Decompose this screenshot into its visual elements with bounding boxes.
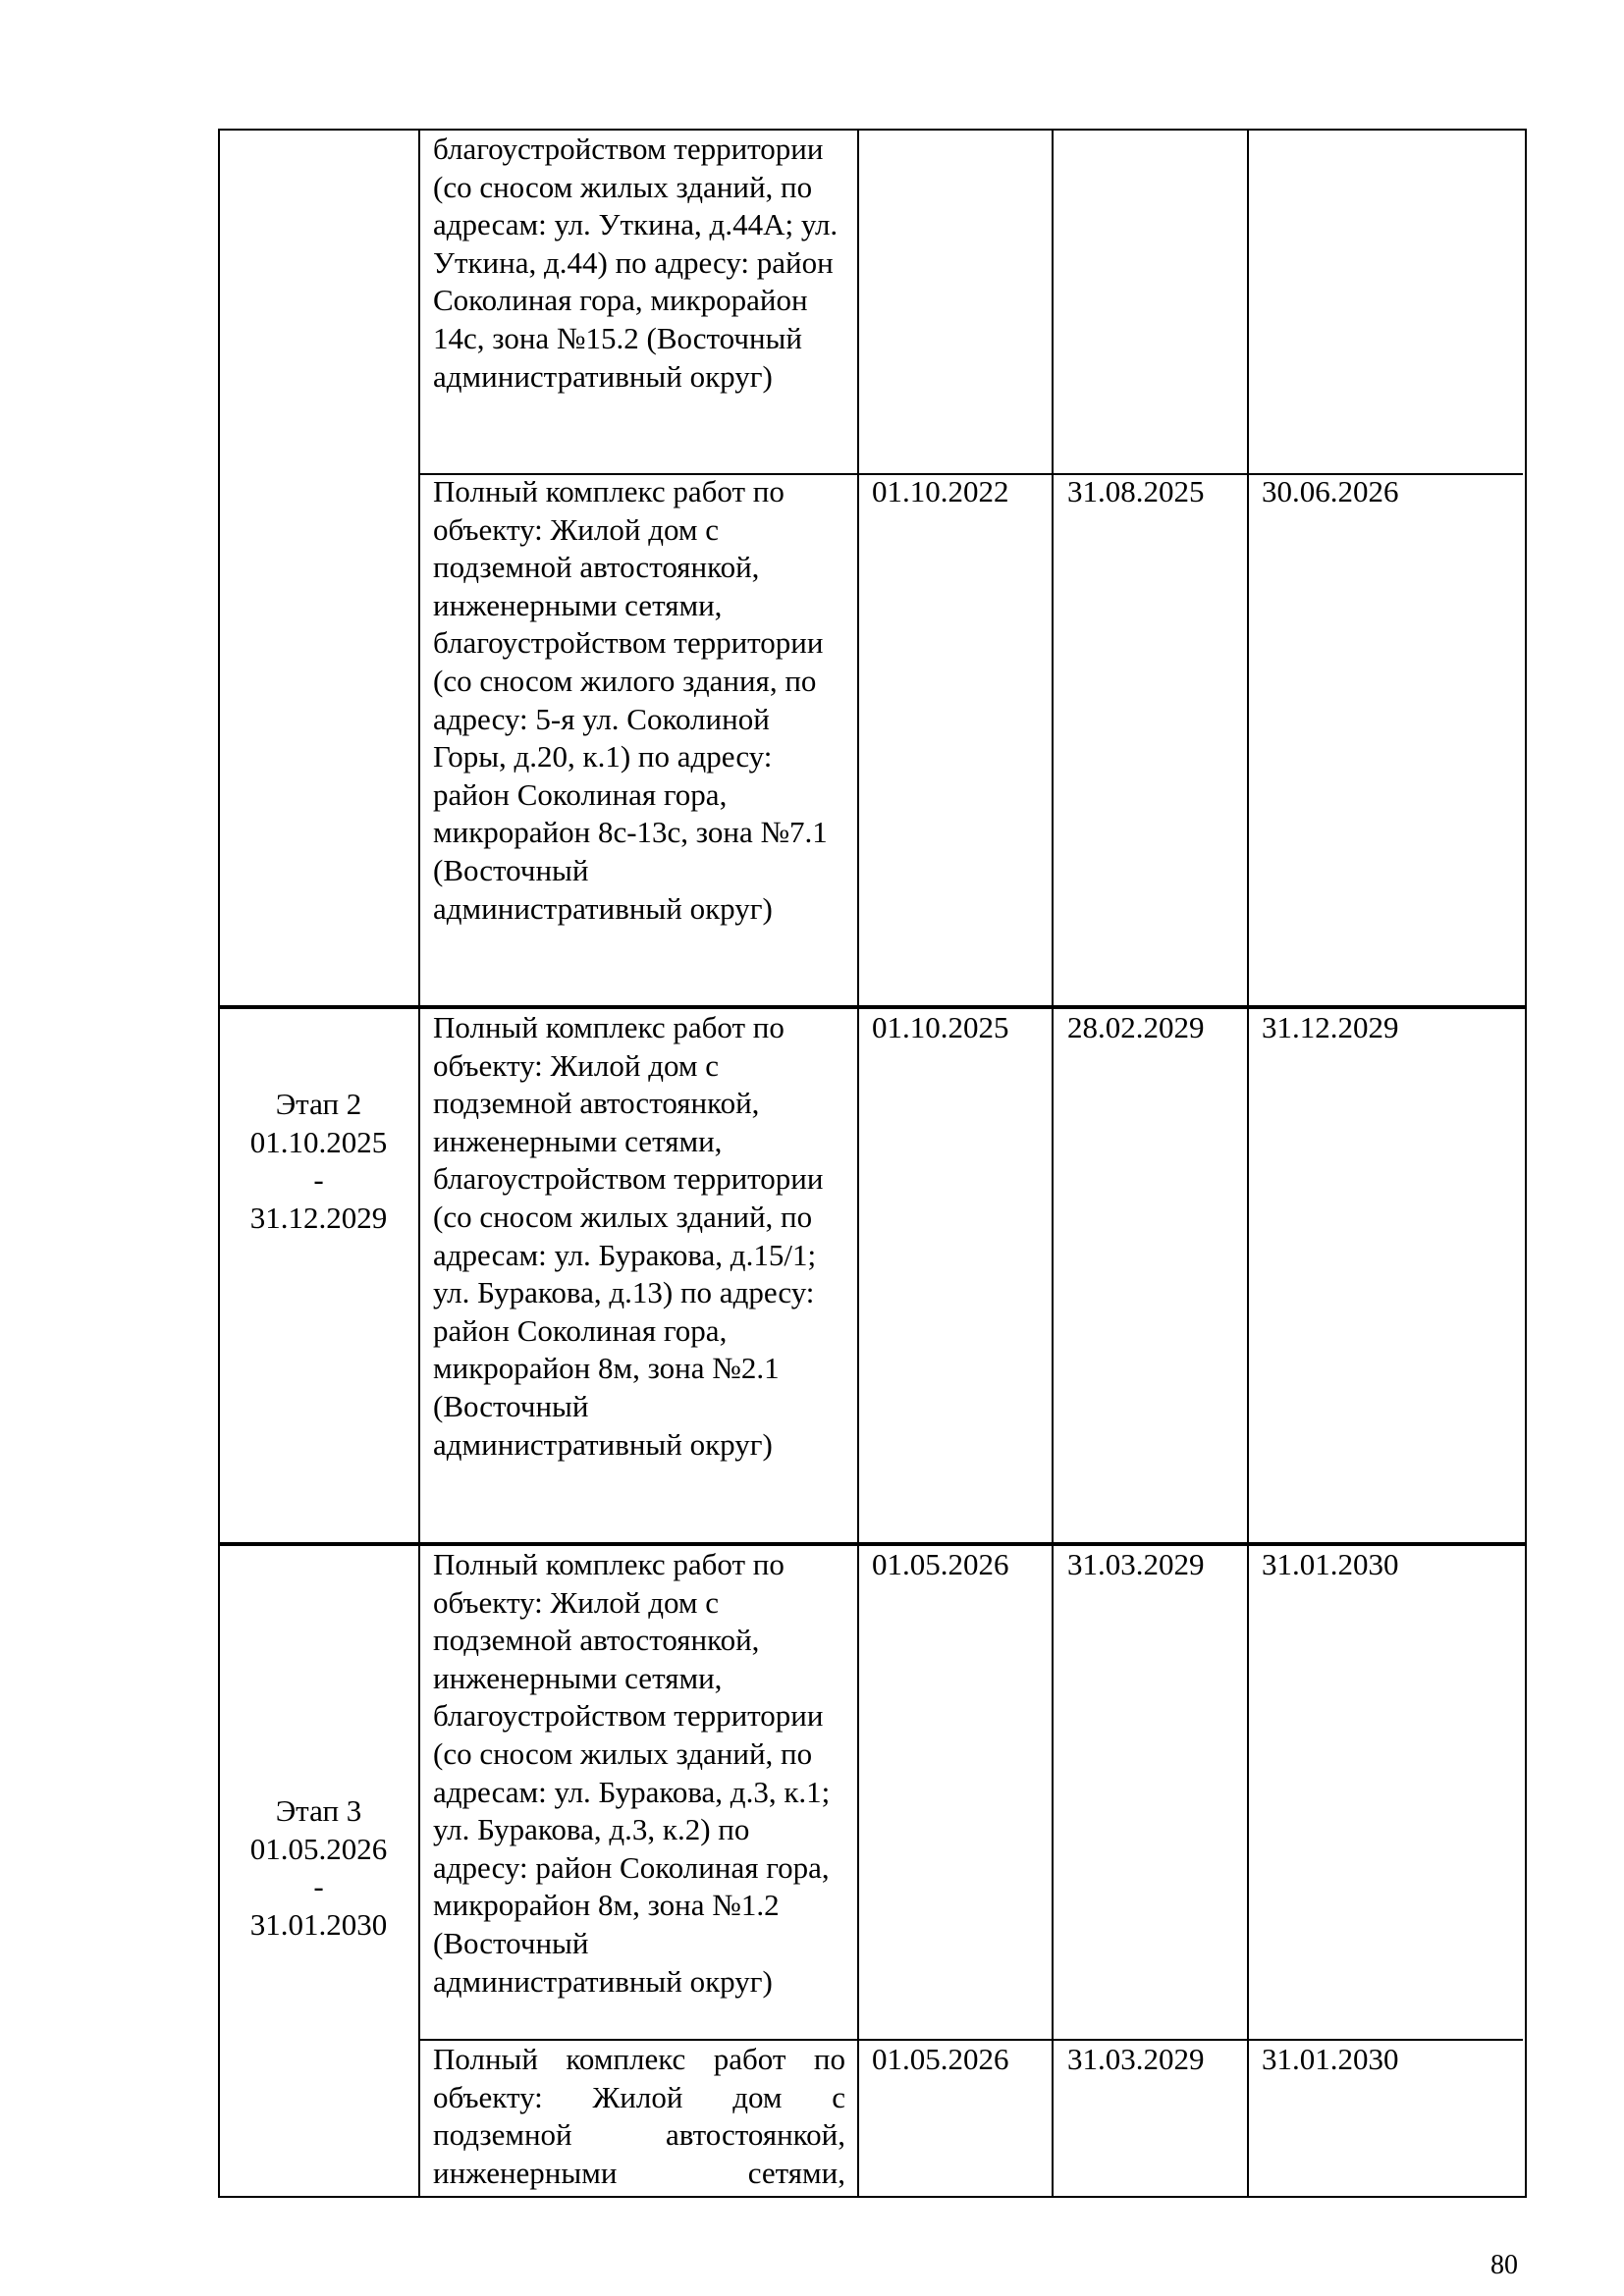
deadline-date: 31.01.2030 [1262,2042,1399,2076]
table-row-description: Полный комплекс работ по объекту: Жилой дом с подземной автостоянкой, инженерными сетями, [433,2042,845,2190]
start-date: 01.05.2026 [872,2042,1009,2076]
end-date: 31.03.2029 [1067,1547,1205,1581]
table-row-description: Полный комплекс работ по объекту: Жилой дом с подземной автостоянкой, инженерными сетями, благоустройством территории (со сносом жилых зданий, по адресам: ул. Буракова, д.3, к.1; ул. Буракова, д.3, к.2) по адресу: район Соколиная гора, микрорайон 8м, зона №1.2 (Восточный административный округ) [433,1547,831,1999]
table-row-description: Полный комплекс работ по объекту: Жилой дом с подземной автостоянкой, инженерными сетями, благоустройством территории (со сносом жилых зданий, по адресам: ул. Буракова, д.15/1; ул. Буракова, д.13) по адресу: район Соколиная гора, микрорайон 8м, зона №2.1 (Восточный административный округ) [433,1010,824,1462]
table-row-description: Полный комплекс работ по объекту: Жилой дом с подземной автостоянкой, инженерными сетями, благоустройством территории (со сносом жилого здания, по адресу: 5-я ул. Соколиной Горы, д.20, к.1) по адресу: район Соколиная гора, микрорайон 8с-13с, зона №7.1 (Восточный административный округ) [433,474,828,926]
deadline-date: 30.06.2026 [1262,474,1399,508]
stage-title: Этап 3 [275,1793,362,1828]
start-date: 01.10.2025 [872,1010,1009,1044]
start-date: 01.05.2026 [872,1547,1009,1581]
page-number: 80 [1490,2250,1518,2280]
stage-from: 01.05.2026 [249,1831,388,1866]
end-date: 31.03.2029 [1067,2042,1205,2076]
start-date: 01.10.2022 [872,474,1009,508]
stage-from: 01.10.2025 [249,1124,388,1159]
column-divider [857,129,859,2196]
stage-to: 31.12.2029 [249,1200,388,1235]
end-date: 31.08.2025 [1067,474,1205,508]
end-date: 28.02.2029 [1067,1010,1205,1044]
stage-separator: - [313,1162,324,1198]
deadline-date: 31.12.2029 [1262,1010,1399,1044]
stage-label [218,1792,419,1944]
stage-title: Этап 2 [275,1087,362,1121]
deadline-date: 31.01.2030 [1262,1547,1399,1581]
stage-label [218,1086,419,1237]
stage-to: 31.01.2030 [249,1906,388,1942]
stage-separator: - [313,1869,324,1904]
table-row-description: благоустройством территории (со сносом жилых зданий, по адресам: ул. Уткина, д.44А; ул. Уткина, д.44) по адресу: район Соколиная гора, микрорайон 14с, зона №15.2 (Восточный административный округ) [433,132,839,394]
column-divider [1052,129,1054,2196]
column-divider [1247,129,1249,2196]
